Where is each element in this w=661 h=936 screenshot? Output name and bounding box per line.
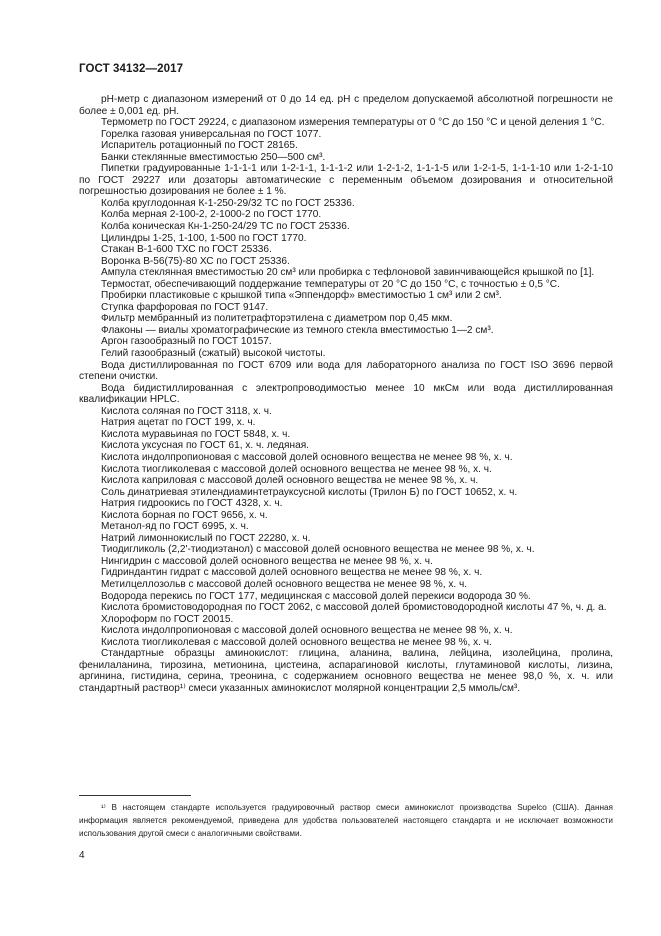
paragraph: Испаритель ротационный по ГОСТ 28165.	[101, 140, 298, 152]
paragraph: Соль динатриевая этилендиаминтетрауксусной кислоты (Трилон Б) по ГОСТ 10652, х. ч.	[101, 486, 518, 498]
document-header: ГОСТ 34132—2017	[79, 63, 184, 75]
paragraph: Кислота индолпропионовая с массовой долей основного вещества не менее 98 %, х. ч.	[101, 451, 513, 463]
paragraph: Аргон газообразный по ГОСТ 10157.	[101, 336, 272, 348]
paragraph: Кислота уксусная по ГОСТ 61, х. ч. ледяная.	[101, 440, 309, 452]
paragraph: Стандартные образцы аминокислот: глицина, аланина, валина, лейцина, изолейцина, пролина, фенилаланина, тирозина, метионина, цистеина, аспарагиновой кислоты, глутаминовой кислоты, лизина, аргинина, гистидина, серина, треонина, с содержанием основного вещества не менее 98,0 %, х. ч. или стандартный раствор¹⁾ смеси указанных аминокислот молярной концентрации 2,5 ммоль/см³.	[79, 648, 613, 694]
paragraph: Цилиндры 1-25, 1-100, 1-500 по ГОСТ 1770.	[101, 232, 307, 244]
paragraph: Флаконы — виалы хроматографические из темного стекла вместимостью 1—2 см³.	[101, 324, 494, 336]
paragraph: Тиодигликоль (2,2'-тиодиэтанол) с массовой долей основного вещества не менее 98 %, х. ч.	[101, 544, 535, 556]
footnote	[79, 801, 613, 840]
paragraph: Колба коническая Кн-1-250-24/29 ТС по ГОСТ 25336.	[101, 221, 350, 233]
paragraph: Кислота тиогликолевая с массовой долей основного вещества не менее 98 %, х. ч.	[101, 463, 492, 475]
paragraph: Гидриндантин гидрат с массовой долей основного вещества не менее 98 %, х. ч.	[101, 567, 483, 579]
paragraph: Кислота каприловая с массовой долей основного вещества не менее 98 %, х. ч.	[101, 475, 479, 487]
paragraph: pH-метр с диапазоном измерений от 0 до 14 ед. pH с пределом допускаемой абсолютной погрешности не более ± 0,001 ед. pH.	[79, 94, 613, 117]
page-number: 4	[79, 850, 85, 861]
footnote-separator	[79, 795, 191, 796]
paragraph: Натрия ацетат по ГОСТ 199, х. ч.	[101, 417, 256, 429]
paragraph: Воронка В-56(75)-80 ХС по ГОСТ 25336.	[101, 255, 290, 267]
paragraph: Нингидрин с массовой долей основного вещества не менее 98 %, х. ч.	[101, 555, 433, 567]
paragraph: Пробирки пластиковые с крышкой типа «Эппендорф» вместимостью 1 см³ или 2 см³.	[101, 290, 502, 302]
paragraph: Ступка фарфоровая по ГОСТ 9147.	[101, 301, 269, 313]
paragraph: Метилцеллозольв с массовой долей основного вещества не менее 98 %, х. ч.	[101, 578, 468, 590]
paragraph: Банки стеклянные вместимостью 250—500 см³.	[101, 151, 326, 163]
paragraph: Кислота муравьиная по ГОСТ 5848, х. ч.	[101, 428, 291, 440]
paragraph: Кислота бромистоводородная по ГОСТ 2062, с массовой долей бромистоводородной кислоты 47 %, ч. д. а.	[101, 602, 607, 614]
paragraph: Кислота тиогликолевая с массовой долей основного вещества не менее 98 %, х. ч.	[101, 636, 492, 648]
paragraph: Вода дистиллированная по ГОСТ 6709 или вода для лабораторного анализа по ГОСТ ISO 3696 первой степени очистки.	[79, 359, 613, 383]
paragraph: Метанол-яд по ГОСТ 6995, х. ч.	[101, 521, 249, 533]
document-body	[79, 94, 613, 694]
paragraph: Кислота борная по ГОСТ 9656, х. ч.	[101, 509, 268, 521]
paragraph: Термометр по ГОСТ 29224, с диапазоном измерения температуры от 0 °С до 150 °С и ценой деления 1 °С.	[101, 117, 605, 129]
paragraph: Колба мерная 2-100-2, 2-1000-2 по ГОСТ 1770.	[101, 209, 322, 221]
paragraph: Ампула стеклянная вместимостью 20 см³ или пробирка с тефлоновой завинчивающейся крышкой по [1].	[101, 267, 595, 279]
paragraph: Колба круглодонная К-1-250-29/32 ТС по ГОСТ 25336.	[101, 197, 355, 209]
footnote-text: ¹⁾ В настоящем стандарте используется градуировочный раствор смеси аминокислот производства Supelco (США). Данная информация является рекомендуемой, приведена для удобства пользователей настоящего стандарта и не исключает возможности использования другой смеси с аналогичными свойствами.	[79, 803, 613, 838]
paragraph: Натрия гидроокись по ГОСТ 4328, х. ч.	[101, 498, 283, 510]
paragraph: Стакан В-1-600 ТХС по ГОСТ 25336.	[101, 244, 272, 256]
paragraph: Кислота индолпропионовая с массовой долей основного вещества не менее 98 %, х. ч.	[101, 625, 513, 637]
paragraph: Пипетки градуированные 1-1-1-1 или 1-2-1-1, 1-1-1-2 или 1-2-1-2, 1-1-1-5 или 1-2-1-5, 1-1-1-10 или 1-2-1-10 по ГОСТ 29227 или дозаторы автоматические с переменным объемом дозирования и относительной погрешностью дозирования не более ± 1 %.	[79, 163, 613, 198]
paragraph: Хлороформ по ГОСТ 20015.	[101, 613, 234, 625]
paragraph: Водорода перекись по ГОСТ 177, медицинская с массовой долей перекиси водорода 30 %.	[101, 590, 531, 602]
paragraph: Кислота соляная по ГОСТ 3118, х. ч.	[101, 405, 272, 417]
paragraph: Гелий газообразный (сжатый) высокой чистоты.	[101, 348, 326, 360]
paragraph: Вода бидистиллированная с электропроводимостью менее 10 мкСм или вода дистиллированная квалификации HPLC.	[79, 382, 613, 406]
paragraph: Термостат, обеспечивающий поддержание температуры от 20 °С до 150 °С, с точностью ± 0,5 °С.	[101, 278, 560, 290]
paragraph: Натрий лимоннокислый по ГОСТ 22280, х. ч.	[101, 532, 311, 544]
paragraph: Горелка газовая универсальная по ГОСТ 1077.	[101, 128, 322, 140]
paragraph: Фильтр мембранный из политетрафторэтилена с диаметром пор 0,45 мкм.	[101, 313, 453, 325]
